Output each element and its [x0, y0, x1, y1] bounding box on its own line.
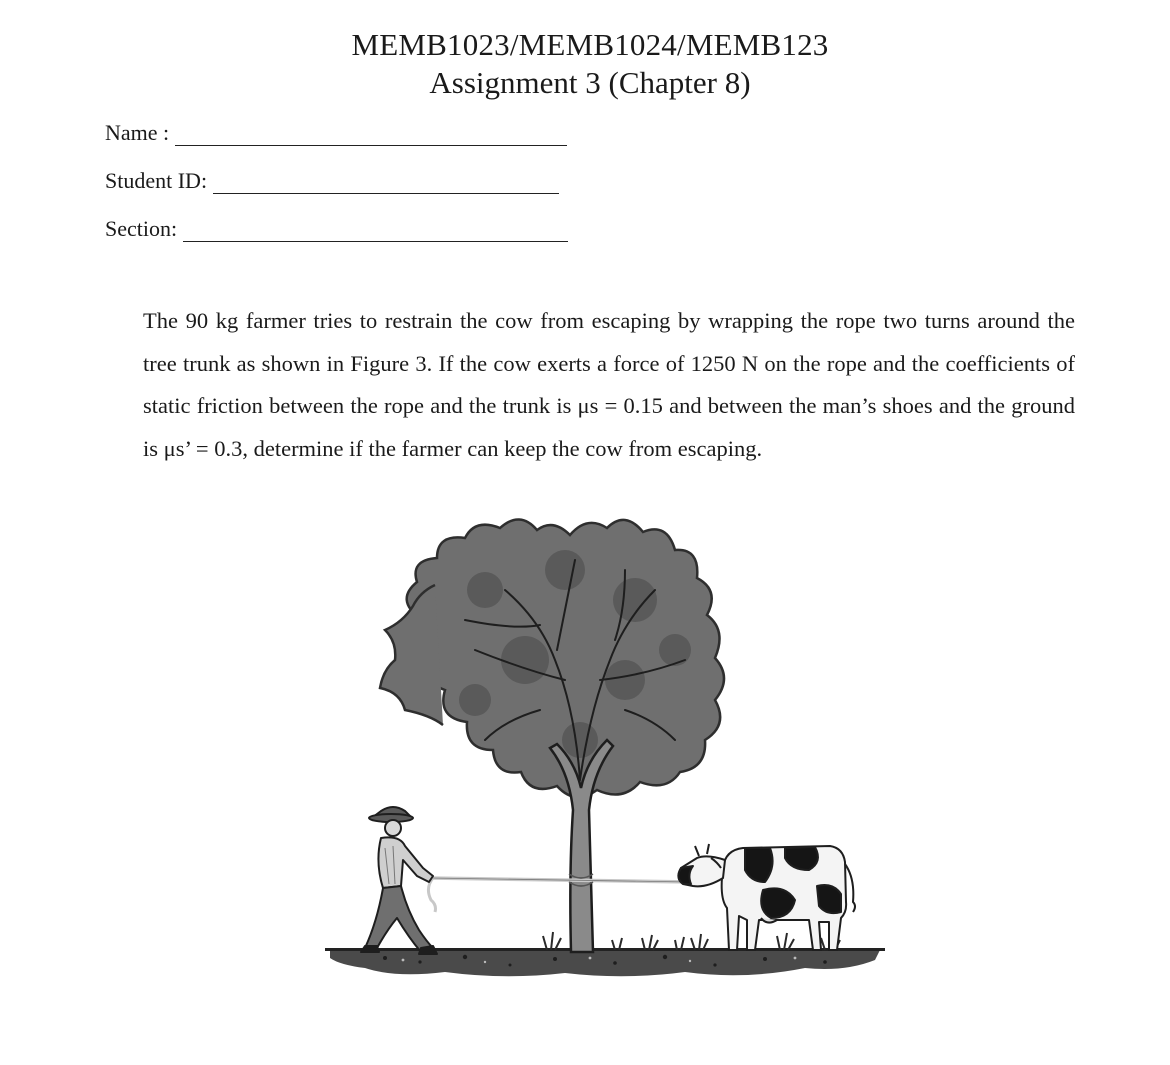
problem-statement: The 90 kg farmer tries to restrain the cow from escaping by wrapping the rope two turns around the tree trunk as shown in Figure 3. If the cow exerts a force of 1250 N on the rope and the coefficients of static friction between the rope and the trunk is μs = 0.15 and between the man’s shoes and the ground is μs’ = 0.3, determine if the farmer can keep the cow from escaping.	[143, 308, 1075, 461]
figure-3-illustration	[325, 510, 885, 990]
student-id-label: Student ID:	[105, 168, 208, 193]
student-id-field-line[interactable]	[213, 175, 559, 194]
ground	[325, 948, 885, 976]
cow	[678, 844, 855, 950]
assignment-title: Assignment 3 (Chapter 8)	[429, 65, 751, 100]
farmer	[361, 807, 437, 954]
rope	[428, 874, 690, 912]
tree-foliage	[380, 519, 724, 797]
name-label: Name :	[105, 120, 170, 145]
name-field-line[interactable]	[175, 127, 567, 146]
name-field-row	[105, 116, 567, 146]
student-id-field-row	[105, 164, 559, 194]
section-field-row	[105, 212, 568, 242]
course-code: MEMB1023/MEMB1024/MEMB123	[351, 27, 829, 62]
document-header	[0, 26, 1170, 102]
section-label: Section:	[105, 216, 178, 241]
section-field-line[interactable]	[183, 223, 568, 242]
